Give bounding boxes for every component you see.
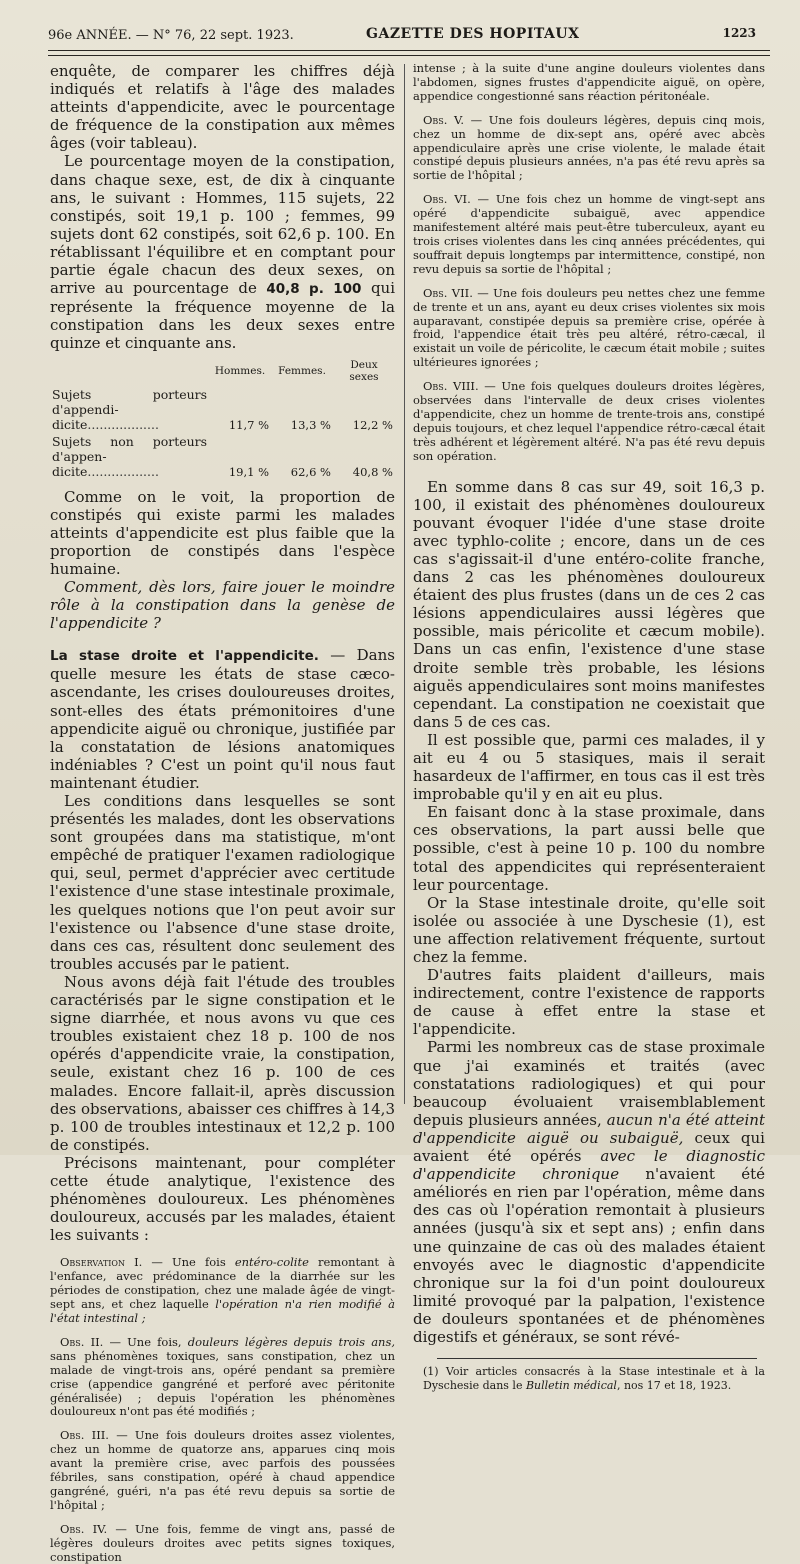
right-column bbox=[413, 62, 765, 1392]
journal-title: GAZETTE DES HOPITAUX bbox=[366, 26, 580, 42]
table-cell: 19,1 % bbox=[228, 464, 270, 479]
header-rule-bottom bbox=[48, 55, 770, 56]
table-header: Hommes. bbox=[214, 364, 266, 377]
table-header: Deux sexes bbox=[349, 358, 379, 383]
observation: Obs. VIII. — Une fois quelques douleurs droites légères, observées dans l'intervalle de deux crises violentes d'appendicite, chez un homme de trente-trois ans, constipé depuis toujours, et chez lequel l'appendice rétro-cæcal était très adhérent et légèrement altéré. N'a pas été revu depuis son opération. bbox=[413, 379, 765, 463]
observation: Obs. III. — Une fois douleurs droites assez violentes, chez un homme de quatorze ans, apparues cinq mois avant la première crise, avec parfois des poussées fébriles, sans constipation, opéré à chaud appendice gangréné, guéri, n'a pas été revu depuis sa sortie de l'hôpital ; bbox=[50, 1428, 395, 1512]
page-number: 1223 bbox=[722, 26, 756, 40]
table-cell: 40,8 % bbox=[352, 464, 393, 479]
column-separator bbox=[404, 64, 405, 1104]
observation: Obs. V. — Une fois douleurs légères, depuis cinq mois, chez un homme de dix-sept ans, opéré avec abcès appendiculaire après une crise violente, le malade était constipé depuis plusieurs années, n'a pas été revu après sa sortie de l'hôpital ; bbox=[413, 112, 765, 183]
observation: Obs. II. — Une fois, douleurs légères depuis trois ans, sans phénomènes toxiques, sans constipation, chez un malade de vingt-trois ans, opéré pendant sa première crise (appendice gangréné et perforé avec péritonite généralisée) ; depuis l'opération les phénomènes douloureux n'ont pas été modifiés ; bbox=[50, 1334, 395, 1419]
statistics-table bbox=[50, 359, 395, 480]
left-column bbox=[50, 62, 395, 1564]
table-row: Sujets non porteurs d'appen- dicite.................. 19,1 % 62,6 % 40,8 % bbox=[52, 433, 393, 479]
paragraph: Nous avons déjà fait l'étude des troubles caractérisés par le signe constipation et le signe diarrhée, et nous avons vu que ces troubles existaient chez 18 p. 100 de nos opérés d'appendicite vraie, la constipation, seule, existant chez 16 p. 100 de ces malades. Encore fallait-il, après discussion des observations, abaisser ces chiffres à 14,3 p. 100 de troubles intestinaux et 12,2 p. 100 de constipés. bbox=[50, 972, 395, 1154]
paragraph: Le pourcentage moyen de la constipation, dans chaque sexe, est, de dix à cinquante ans, le suivant : Hommes, 115 sujets, 22 constipés, soit 19,1 p. 100 ; femmes, 99 sujets dont 62 constipés, soit 62,6 p. 100. En rétablissant l'équilibre et en comptant pour partie égale chacun des deux sexes, on arrive au pourcentage de 40,8 p. 100 qui représente la fréquence moyenne de la constipation dans les deux sexes entre quinze et cinquante ans. bbox=[50, 152, 395, 353]
paragraph: Comment, dès lors, faire jouer le moindre rôle à la constipation dans la genèse de l'appendicite ? bbox=[50, 577, 395, 633]
bold-percentage: 40,8 p. 100 bbox=[266, 281, 362, 298]
observation: Observation I. — Une fois entéro-colite remontant à l'enfance, avec prédominance de la diarrhée sur les périodes de constipation, chez une malade âgée de vingt-sept ans, et chez laquelle l'opération n'a rien modifié à l'état intestinal ; bbox=[50, 1255, 395, 1325]
row-label: Sujets porteurs d'appendi- bbox=[52, 386, 208, 417]
table-cell: 13,3 % bbox=[290, 417, 331, 432]
footnote: (1) Voir articles consacrés à la Stase intestinale et à la Dyschesie dans le Bulletin médical, nos 17 et 18, 1923. bbox=[423, 1365, 765, 1392]
header-rule-top bbox=[48, 50, 770, 51]
paragraph: Parmi les nombreux cas de stase proximale que j'ai examinés et traités (avec constatations radiologiques) et qui pour beaucoup évoluaient vraisemblablement depuis plusieurs années, aucun n'a été atteint d'appendicite aiguë ou subaiguë, ceux qui avaient été opérés avec le diagnostic d'appendicite chronique n'avaient été améliorés en rien par l'opération, même dans des cas où l'opération remontait à plusieurs années (jusqu'à six et sept ans) ; enfin dans une quinzaine de cas où des malades étaient envoyés avec le diagnostic d'appendicite chronique sur la foi d'un point douloureux limité provoqué par la palpation, l'existence de douleurs spontanées et de phénomènes digestifs et généraux, se sont révé- bbox=[413, 1038, 765, 1346]
paragraph: En faisant donc à la stase proximale, dans ces observations, la part aussi belle que possible, c'est à peine 10 p. 100 du nombre total des appendicites qui représenteraient leur pourcentage. bbox=[413, 803, 765, 894]
paragraph: Les conditions dans lesquelles se sont présentés les malades, dont les observations sont groupées dans ma statistique, m'ont empêché de pratiquer l'examen radiologique qui, seul, permet d'apprécier avec certitude l'existence d'une stase intestinale proximale, les quelques notions que l'on peut avoir sur l'existence ou l'absence d'une stase droite, dans ces cas, résultent donc seulement des troubles accusés par le patient. bbox=[50, 792, 395, 973]
observation: Obs. VI. — Une fois chez un homme de vingt-sept ans opéré d'appendicite subaiguë, avec appendice manifestement altéré mais peut-être tuberculeux, ayant eu trois crises violentes dans les cinq années précédentes, qui souffrait depuis longtemps par intermittence, constipé, non revu depuis sa sortie de l'hôpital ; bbox=[413, 192, 765, 276]
observation: Obs. VII. — Une fois douleurs peu nettes chez une femme de trente et un ans, ayant eu deux crises violentes six mois auparavant, constipée depuis sa première crise, opérée à froid, l'appendice était très peu altéré, rétro-cæcal, il existait un voile de péricolite, le cæcum était mobile ; suites ultérieures ignorées ; bbox=[413, 285, 765, 370]
paragraph: En somme dans 8 cas sur 49, soit 16,3 p. 100, il existait des phénomènes douloureux pouvant évoquer l'idée d'une stase droite avec typhlo-colite ; encore, dans un de ces cas s'agissait-il d'une entéro-colite franche, dans 2 cas les phénomènes douloureux étaient des plus frustes (dans un de ces 2 cas lésions appendiculaires aussi légères que possible, mais péricolite et cæcum mobile). Dans un cas enfin, l'existence d'une stase droite semble très probable, les lésions aiguës appendiculaires sont moins manifestes cependant. La constipation ne coexistait que dans 5 de ces cas. bbox=[413, 477, 765, 731]
paragraph: Précisons maintenant, pour compléter cette étude analytique, l'existence des phénomènes douloureux. Les phénomènes douloureux, accusés par les malades, étaient les suivants : bbox=[50, 1153, 395, 1245]
table-row: Sujets porteurs d'appendi- dicite.................. 11,7 % 13,3 % 12,2 % bbox=[52, 386, 393, 432]
observation: Obs. IV. — Une fois, femme de vingt ans, passé de légères douleurs droites avec petits signes toxiques, constipation bbox=[50, 1521, 395, 1564]
paragraph: Or la Stase intestinale droite, qu'elle soit isolée ou associée à une Dyschesie (1), est une affection relativement fréquente, surtout chez la femme. bbox=[413, 893, 765, 966]
paragraph: La stase droite et l'appendicite. — Dans quelle mesure les états de stase cæco-ascendante, les crises douloureuses droites, sont-elles des états prémonitoires d'une appendicite aiguë ou chronique, justifiée par la constatation de lésions anatomiques indéniables ? C'est un point qu'il nous faut maintenant étudier. bbox=[50, 646, 395, 792]
section-title: La stase droite et l'appendicite. bbox=[50, 648, 319, 665]
table-cell: 62,6 % bbox=[290, 464, 331, 479]
table-header: Femmes. bbox=[278, 364, 326, 377]
row-label: Sujets non porteurs d'appen- bbox=[52, 433, 208, 464]
paragraph: Il est possible que, parmi ces malades, il y ait eu 4 ou 5 stasiques, mais il serait hasardeux de l'affirmer, en tous cas il est très improbable qu'il y en ait eu plus. bbox=[413, 730, 765, 804]
table-cell: 11,7 % bbox=[228, 417, 270, 432]
table-cell: 12,2 % bbox=[352, 417, 393, 432]
issue-info: 96e ANNÉE. — N° 76, 22 sept. 1923. bbox=[48, 28, 294, 43]
observation-continued: intense ; à la suite d'une angine douleurs violentes dans l'abdomen, signes frustes d'appendicite aiguë, on opère, appendice congestionné sans réaction péritonéale. bbox=[413, 62, 765, 103]
paragraph: Comme on le voit, la proportion de constipés qui existe parmi les malades atteints d'appendicite est plus faible que la proportion de constipés dans l'espèce humaine. bbox=[50, 487, 395, 578]
page-header bbox=[48, 24, 770, 48]
footnote-rule bbox=[437, 1358, 757, 1359]
paragraph: D'autres faits plaident d'ailleurs, mais indirectement, contre l'existence de rapports de cause à effet entre la stase et l'appendicite. bbox=[413, 966, 765, 1039]
paragraph: enquête, de comparer les chiffres déjà indiqués et relatifs à l'âge des malades atteints d'appendicite, avec le pourcentage de fréquence de la constipation aux mêmes âges (voir tableau). bbox=[50, 62, 395, 153]
